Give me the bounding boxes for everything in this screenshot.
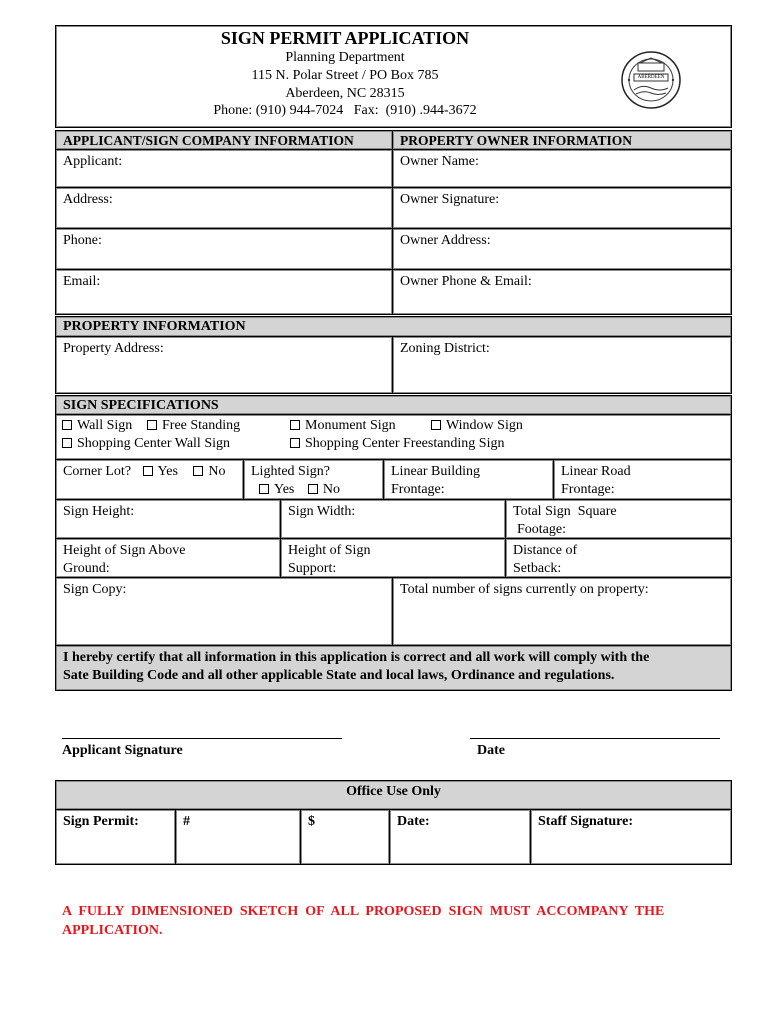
total-sign-area-field[interactable] bbox=[505, 499, 732, 539]
applicant-signature-label: Applicant Signature bbox=[62, 743, 183, 758]
shopping-center-freestanding-option[interactable] bbox=[290, 435, 505, 453]
sign-permit-label: Sign Permit: bbox=[63, 814, 139, 829]
lighted-sign-no-label: No bbox=[322, 482, 340, 497]
staff-signature-field[interactable] bbox=[530, 809, 732, 865]
height-above-ground-label-1: Height of Sign Above bbox=[63, 543, 186, 558]
sign-copy-field[interactable] bbox=[55, 577, 393, 646]
linear-road-label-2: Frontage: bbox=[561, 482, 615, 497]
office-use-header: Office Use Only bbox=[55, 780, 732, 810]
phone-label: Phone: bbox=[63, 233, 102, 248]
date-label: Date bbox=[477, 743, 505, 758]
monument-sign-label: Monument Sign bbox=[305, 418, 396, 433]
window-sign-label: Window Sign bbox=[446, 418, 523, 433]
permit-date-field[interactable] bbox=[389, 809, 531, 865]
corner-lot-no-checkbox[interactable] bbox=[193, 466, 203, 476]
permit-number-field[interactable] bbox=[175, 809, 301, 865]
applicant-signature-line[interactable] bbox=[62, 738, 342, 739]
permit-fee-field[interactable] bbox=[300, 809, 390, 865]
owner-name-field[interactable] bbox=[392, 149, 732, 188]
shopping-center-wall-checkbox[interactable] bbox=[62, 438, 72, 448]
property-address-field[interactable] bbox=[55, 336, 393, 394]
staff-signature-label: Staff Signature: bbox=[538, 814, 634, 829]
height-of-support-label-1: Height of Sign bbox=[288, 543, 371, 558]
height-of-support-label-2: Support: bbox=[288, 561, 337, 576]
height-above-ground-field[interactable] bbox=[55, 538, 281, 578]
department-name: Planning Department bbox=[285, 50, 405, 65]
lighted-sign-yes-checkbox[interactable] bbox=[259, 484, 269, 494]
corner-lot-no-label: No bbox=[208, 464, 226, 479]
corner-lot-label: Corner Lot? bbox=[63, 464, 132, 479]
lighted-sign-field bbox=[243, 459, 384, 500]
linear-road-label-1: Linear Road bbox=[561, 464, 631, 479]
setback-distance-label-2: Setback: bbox=[513, 561, 562, 576]
corner-lot-field bbox=[55, 459, 244, 500]
setback-distance-field[interactable] bbox=[505, 538, 732, 578]
owner-signature-field[interactable] bbox=[392, 187, 732, 229]
department-phone-fax: Phone: (910) 944-7024 Fax: (910) .944-3672 bbox=[213, 103, 477, 118]
owner-phone-email-field[interactable] bbox=[392, 269, 732, 315]
address-field[interactable] bbox=[55, 187, 393, 229]
linear-road-frontage-field[interactable] bbox=[553, 459, 732, 500]
sign-width-label: Sign Width: bbox=[288, 504, 356, 519]
permit-number-label: # bbox=[183, 814, 190, 829]
owner-address-field[interactable] bbox=[392, 228, 732, 270]
owner-name-label: Owner Name: bbox=[400, 154, 479, 169]
phone-field[interactable] bbox=[55, 228, 393, 270]
sign-permit-field bbox=[55, 809, 176, 865]
applicant-field[interactable] bbox=[55, 149, 393, 188]
corner-lot-yes-label: Yes bbox=[157, 464, 178, 479]
linear-building-label-2: Frontage: bbox=[391, 482, 445, 497]
total-signs-label: Total number of signs currently on property: bbox=[400, 582, 649, 597]
lighted-sign-no-checkbox[interactable] bbox=[308, 484, 318, 494]
window-sign-option[interactable] bbox=[431, 417, 523, 435]
property-section-header: PROPERTY INFORMATION bbox=[55, 316, 732, 337]
certification-statement bbox=[55, 645, 732, 691]
applicant-label: Applicant: bbox=[63, 154, 123, 169]
permit-fee-label: $ bbox=[308, 814, 315, 829]
sign-specs-header: SIGN SPECIFICATIONS bbox=[55, 395, 732, 415]
height-of-support-field[interactable] bbox=[280, 538, 506, 578]
date-signature-line[interactable] bbox=[470, 738, 720, 739]
setback-distance-label-1: Distance of bbox=[513, 543, 578, 558]
wall-sign-option[interactable] bbox=[62, 417, 132, 435]
free-standing-option[interactable] bbox=[147, 417, 240, 435]
certification-line-1: I hereby certify that all information in this application is correct and all work will comply with the bbox=[63, 650, 650, 665]
shopping-center-freestanding-label: Shopping Center Freestanding Sign bbox=[305, 436, 505, 451]
sign-copy-label: Sign Copy: bbox=[63, 582, 127, 597]
email-field[interactable] bbox=[55, 269, 393, 315]
window-sign-checkbox[interactable] bbox=[431, 420, 441, 430]
linear-building-label-1: Linear Building bbox=[391, 464, 481, 479]
total-signs-field[interactable] bbox=[392, 577, 732, 646]
certification-line-2: Sate Building Code and all other applicable State and local laws, Ordinance and regulations. bbox=[63, 668, 615, 683]
shopping-center-freestanding-checkbox[interactable] bbox=[290, 438, 300, 448]
department-city: Aberdeen, NC 28315 bbox=[285, 86, 405, 101]
sign-height-label: Sign Height: bbox=[63, 504, 135, 519]
wall-sign-checkbox[interactable] bbox=[62, 420, 72, 430]
monument-sign-checkbox[interactable] bbox=[290, 420, 300, 430]
town-seal-text: ABERDEEN bbox=[637, 75, 665, 80]
shopping-center-wall-option[interactable] bbox=[62, 435, 230, 453]
total-sign-area-label-1: Total Sign Square bbox=[513, 504, 617, 519]
owner-signature-label: Owner Signature: bbox=[400, 192, 500, 207]
total-sign-area-label-2: Footage: bbox=[517, 522, 566, 537]
sketch-notice-line-2: APPLICATION. bbox=[62, 923, 163, 938]
applicant-section-header: APPLICANT/SIGN COMPANY INFORMATION bbox=[55, 130, 393, 150]
linear-building-frontage-field[interactable] bbox=[383, 459, 554, 500]
corner-lot-yes-checkbox[interactable] bbox=[143, 466, 153, 476]
sign-height-field[interactable] bbox=[55, 499, 281, 539]
email-label: Email: bbox=[63, 274, 101, 289]
zoning-district-field[interactable] bbox=[392, 336, 732, 394]
owner-section-header: PROPERTY OWNER INFORMATION bbox=[392, 130, 732, 150]
height-above-ground-label-2: Ground: bbox=[63, 561, 110, 576]
lighted-sign-label: Lighted Sign? bbox=[251, 464, 330, 479]
zoning-district-label: Zoning District: bbox=[400, 341, 490, 356]
monument-sign-option[interactable] bbox=[290, 417, 396, 435]
department-street: 115 N. Polar Street / PO Box 785 bbox=[251, 68, 439, 83]
shopping-center-wall-label: Shopping Center Wall Sign bbox=[77, 436, 231, 451]
sign-width-field[interactable] bbox=[280, 499, 506, 539]
lighted-sign-yes-label: Yes bbox=[274, 482, 295, 497]
property-address-label: Property Address: bbox=[63, 341, 164, 356]
free-standing-label: Free Standing bbox=[162, 418, 241, 433]
permit-date-label: Date: bbox=[397, 814, 430, 829]
sketch-notice-line-1: A FULLY DIMENSIONED SKETCH OF ALL PROPOSED SIGN MUST ACCOMPANY THE bbox=[62, 904, 665, 919]
address-label: Address: bbox=[63, 192, 113, 207]
owner-phone-email-label: Owner Phone & Email: bbox=[400, 274, 532, 289]
wall-sign-label: Wall Sign bbox=[77, 418, 133, 433]
free-standing-checkbox[interactable] bbox=[147, 420, 157, 430]
owner-address-label: Owner Address: bbox=[400, 233, 491, 248]
page-title: SIGN PERMIT APPLICATION bbox=[220, 28, 470, 48]
